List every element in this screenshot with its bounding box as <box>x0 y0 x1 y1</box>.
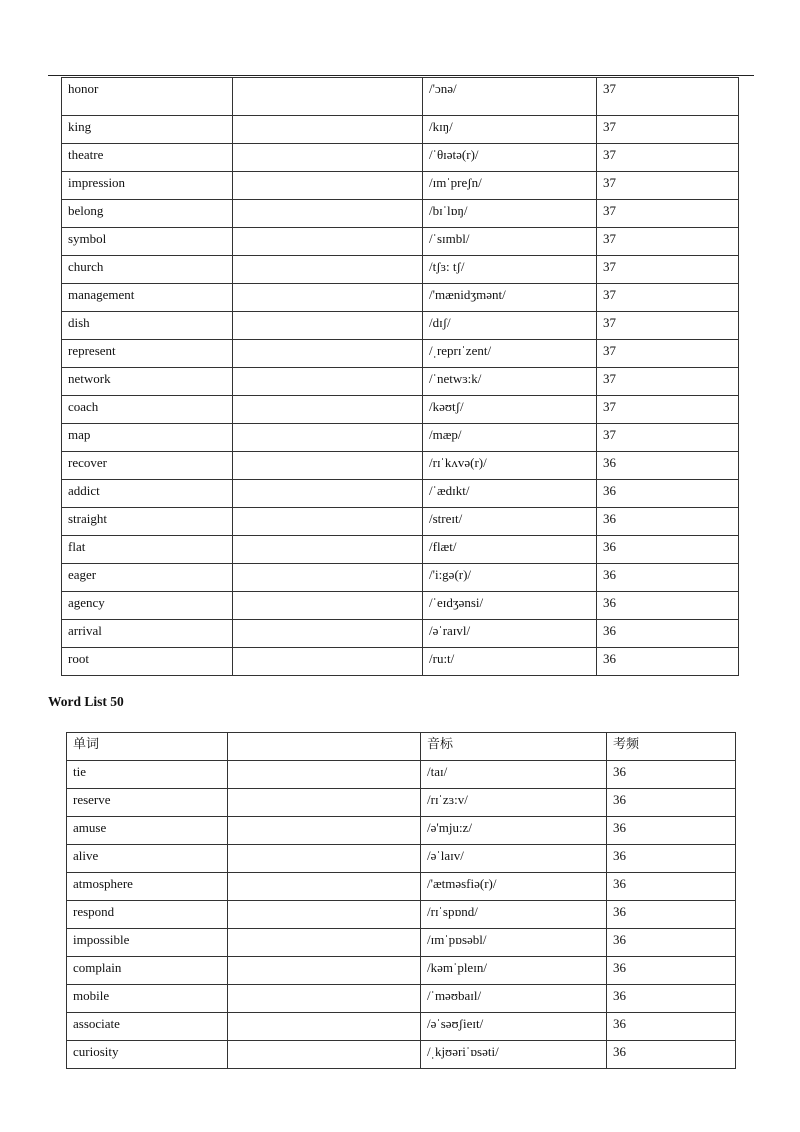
frequency-cell: 36 <box>607 957 736 985</box>
word-cell: theatre <box>62 144 233 172</box>
frequency-cell: 36 <box>607 1041 736 1069</box>
blank-cell <box>233 480 423 508</box>
word-cell: management <box>62 284 233 312</box>
table-row <box>62 480 739 508</box>
blank-cell <box>228 789 421 817</box>
phonetic-cell: /dɪʃ/ <box>423 312 597 340</box>
frequency-cell: 36 <box>607 1013 736 1041</box>
frequency-cell: 36 <box>597 536 739 564</box>
word-list-heading: Word List 50 <box>48 694 124 709</box>
word-cell: addict <box>62 480 233 508</box>
table-row <box>62 228 739 256</box>
frequency-cell: 36 <box>607 761 736 789</box>
phonetic-cell: /ˈθɪətə(r)/ <box>423 144 597 172</box>
table-row <box>62 452 739 480</box>
frequency-cell: 36 <box>607 901 736 929</box>
table-row <box>67 761 736 789</box>
frequency-cell: 36 <box>597 452 739 480</box>
frequency-cell: 37 <box>597 78 739 116</box>
frequency-cell: 37 <box>597 144 739 172</box>
phonetic-cell: /streɪt/ <box>423 508 597 536</box>
table-row <box>62 256 739 284</box>
blank-cell <box>233 536 423 564</box>
word-cell: alive <box>67 845 228 873</box>
header-blank <box>228 733 421 761</box>
phonetic-cell: /ɪmˈpreʃn/ <box>423 172 597 200</box>
blank-cell <box>228 957 421 985</box>
phonetic-cell: /ru:t/ <box>423 648 597 676</box>
word-table-2 <box>66 732 736 1069</box>
blank-cell <box>233 396 423 424</box>
frequency-cell: 36 <box>597 508 739 536</box>
table-row <box>62 172 739 200</box>
word-table-1-body <box>62 78 739 676</box>
word-cell: mobile <box>67 985 228 1013</box>
blank-cell <box>233 116 423 144</box>
blank-cell <box>233 284 423 312</box>
word-cell: complain <box>67 957 228 985</box>
blank-cell <box>233 312 423 340</box>
table-header-row <box>67 733 736 761</box>
table-row <box>62 396 739 424</box>
table-row <box>67 901 736 929</box>
table-row <box>62 564 739 592</box>
frequency-cell: 37 <box>597 424 739 452</box>
phonetic-cell: /əˈsəʊʃieɪt/ <box>421 1013 607 1041</box>
phonetic-cell: /rɪˈzɜ:v/ <box>421 789 607 817</box>
header-phonetic: 音标 <box>421 733 607 761</box>
table-row <box>62 312 739 340</box>
frequency-cell: 37 <box>597 368 739 396</box>
phonetic-cell: /'ɔnə/ <box>423 78 597 116</box>
word-table-1 <box>61 77 739 676</box>
word-cell: symbol <box>62 228 233 256</box>
blank-cell <box>233 200 423 228</box>
phonetic-cell: /tʃɜ: tʃ/ <box>423 256 597 284</box>
word-cell: represent <box>62 340 233 368</box>
word-cell: coach <box>62 396 233 424</box>
table-row <box>62 536 739 564</box>
table-row <box>67 957 736 985</box>
frequency-cell: 37 <box>597 200 739 228</box>
blank-cell <box>228 873 421 901</box>
table-row <box>67 789 736 817</box>
table-row <box>67 817 736 845</box>
word-cell: impression <box>62 172 233 200</box>
phonetic-cell: /rɪˈspɒnd/ <box>421 901 607 929</box>
phonetic-cell: /taɪ/ <box>421 761 607 789</box>
word-cell: map <box>62 424 233 452</box>
phonetic-cell: /ˌkjʊəriˈɒsəti/ <box>421 1041 607 1069</box>
frequency-cell: 37 <box>597 312 739 340</box>
phonetic-cell: /ˈnetwɜ:k/ <box>423 368 597 396</box>
phonetic-cell: /ˌreprɪˈzent/ <box>423 340 597 368</box>
word-cell: straight <box>62 508 233 536</box>
table-row <box>67 873 736 901</box>
frequency-cell: 37 <box>597 256 739 284</box>
word-cell: associate <box>67 1013 228 1041</box>
word-cell: respond <box>67 901 228 929</box>
word-cell: root <box>62 648 233 676</box>
header-frequency: 考频 <box>607 733 736 761</box>
blank-cell <box>228 985 421 1013</box>
blank-cell <box>233 172 423 200</box>
table-row <box>62 116 739 144</box>
phonetic-cell: /ɪmˈpɒsəbl/ <box>421 929 607 957</box>
frequency-cell: 36 <box>607 845 736 873</box>
blank-cell <box>228 761 421 789</box>
table-row <box>62 592 739 620</box>
table-row <box>67 1013 736 1041</box>
word-cell: agency <box>62 592 233 620</box>
phonetic-cell: /'ætməsfiə(r)/ <box>421 873 607 901</box>
blank-cell <box>233 620 423 648</box>
phonetic-cell: /flæt/ <box>423 536 597 564</box>
frequency-cell: 36 <box>597 648 739 676</box>
table-row <box>62 78 739 116</box>
table-row <box>62 368 739 396</box>
blank-cell <box>228 929 421 957</box>
frequency-cell: 36 <box>607 873 736 901</box>
phonetic-cell: /kɪŋ/ <box>423 116 597 144</box>
table-row <box>67 929 736 957</box>
blank-cell <box>228 1041 421 1069</box>
top-rule <box>48 75 754 76</box>
word-cell: church <box>62 256 233 284</box>
phonetic-cell: /rɪˈkʌvə(r)/ <box>423 452 597 480</box>
blank-cell <box>233 648 423 676</box>
phonetic-cell: /əˈlaɪv/ <box>421 845 607 873</box>
phonetic-cell: /ˈeɪdʒənsi/ <box>423 592 597 620</box>
frequency-cell: 37 <box>597 172 739 200</box>
frequency-cell: 36 <box>607 817 736 845</box>
phonetic-cell: /ˈsɪmbl/ <box>423 228 597 256</box>
blank-cell <box>233 144 423 172</box>
frequency-cell: 36 <box>607 929 736 957</box>
word-cell: arrival <box>62 620 233 648</box>
phonetic-cell: /'mænidʒmənt/ <box>423 284 597 312</box>
table-row <box>62 200 739 228</box>
blank-cell <box>233 564 423 592</box>
blank-cell <box>233 340 423 368</box>
blank-cell <box>233 592 423 620</box>
phonetic-cell: /'i:gə(r)/ <box>423 564 597 592</box>
phonetic-cell: /kəʊtʃ/ <box>423 396 597 424</box>
blank-cell <box>233 452 423 480</box>
frequency-cell: 37 <box>597 396 739 424</box>
word-cell: tie <box>67 761 228 789</box>
phonetic-cell: /bɪˈlɒŋ/ <box>423 200 597 228</box>
frequency-cell: 37 <box>597 116 739 144</box>
blank-cell <box>233 508 423 536</box>
word-cell: amuse <box>67 817 228 845</box>
frequency-cell: 36 <box>597 480 739 508</box>
table-row <box>62 648 739 676</box>
table-row <box>67 1041 736 1069</box>
frequency-cell: 37 <box>597 340 739 368</box>
word-cell: king <box>62 116 233 144</box>
word-cell: recover <box>62 452 233 480</box>
blank-cell <box>228 845 421 873</box>
frequency-cell: 36 <box>597 620 739 648</box>
frequency-cell: 37 <box>597 228 739 256</box>
word-cell: reserve <box>67 789 228 817</box>
blank-cell <box>233 424 423 452</box>
frequency-cell: 37 <box>597 284 739 312</box>
phonetic-cell: /ˈædɪkt/ <box>423 480 597 508</box>
table-row <box>62 508 739 536</box>
blank-cell <box>233 228 423 256</box>
word-cell: honor <box>62 78 233 116</box>
table-row <box>62 424 739 452</box>
blank-cell <box>228 817 421 845</box>
phonetic-cell: /əˈraɪvl/ <box>423 620 597 648</box>
phonetic-cell: /kəmˈpleɪn/ <box>421 957 607 985</box>
word-cell: curiosity <box>67 1041 228 1069</box>
phonetic-cell: /ˈməʊbaɪl/ <box>421 985 607 1013</box>
blank-cell <box>228 1013 421 1041</box>
blank-cell <box>233 78 423 116</box>
phonetic-cell: /ə'mju:z/ <box>421 817 607 845</box>
frequency-cell: 36 <box>597 564 739 592</box>
blank-cell <box>233 256 423 284</box>
table-row <box>62 284 739 312</box>
frequency-cell: 36 <box>597 592 739 620</box>
word-cell: eager <box>62 564 233 592</box>
word-cell: impossible <box>67 929 228 957</box>
blank-cell <box>228 901 421 929</box>
frequency-cell: 36 <box>607 985 736 1013</box>
table-row <box>62 144 739 172</box>
table-row <box>67 985 736 1013</box>
table-row <box>67 845 736 873</box>
blank-cell <box>233 368 423 396</box>
phonetic-cell: /mæp/ <box>423 424 597 452</box>
word-table-2-body <box>67 733 736 1069</box>
word-cell: dish <box>62 312 233 340</box>
table-row <box>62 620 739 648</box>
word-cell: network <box>62 368 233 396</box>
word-cell: atmosphere <box>67 873 228 901</box>
frequency-cell: 36 <box>607 789 736 817</box>
table-row <box>62 340 739 368</box>
word-cell: flat <box>62 536 233 564</box>
word-cell: belong <box>62 200 233 228</box>
header-word: 单词 <box>67 733 228 761</box>
